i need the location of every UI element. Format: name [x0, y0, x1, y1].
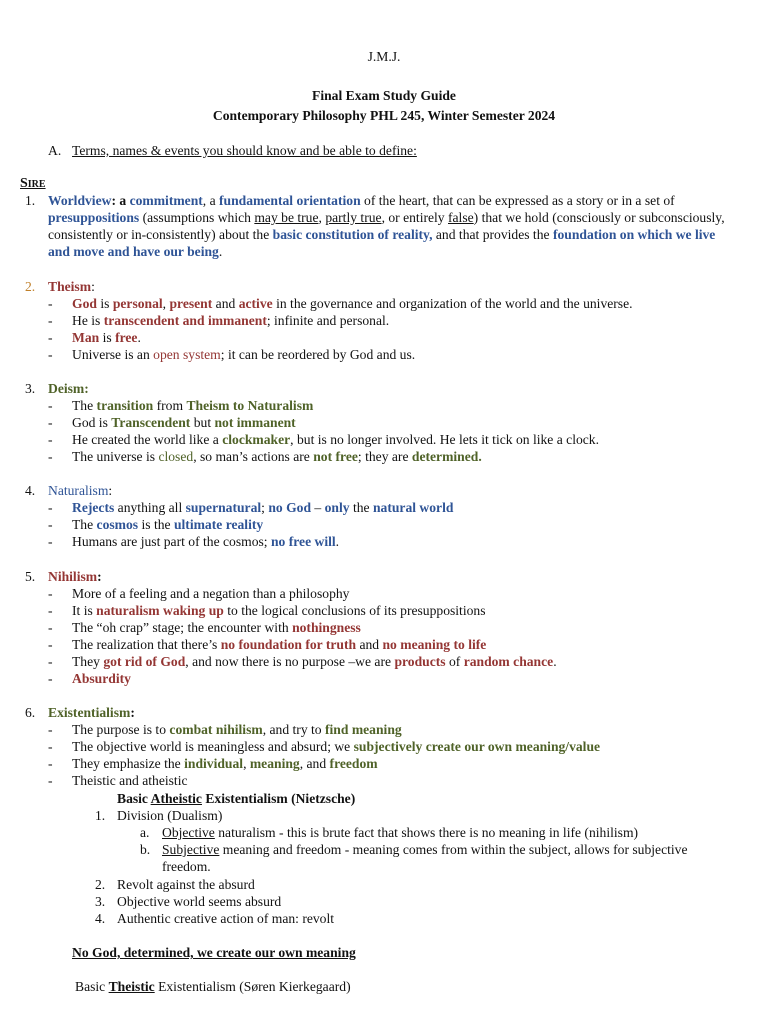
- text-run: the: [349, 500, 373, 515]
- text-run: and: [356, 637, 383, 652]
- text-run: .: [137, 330, 141, 345]
- text-run: -: [48, 432, 53, 447]
- sire-heading: Sire: [20, 176, 46, 191]
- doc-line: [48, 619, 53, 636]
- doc-line: [140, 841, 150, 858]
- text-run: : a: [111, 193, 130, 208]
- doc-line: [48, 380, 89, 397]
- text-run: 4.: [95, 911, 106, 926]
- text-run: subjectively create our own meaning/value: [353, 739, 601, 754]
- text-run: Basic: [75, 979, 109, 994]
- doc-line: [48, 414, 53, 431]
- doc-line: [72, 738, 600, 755]
- doc-line: [48, 448, 53, 465]
- text-run: 3.: [95, 894, 106, 909]
- text-run: 4.: [25, 483, 36, 498]
- doc-line: [72, 721, 402, 738]
- text-run: -: [48, 654, 53, 669]
- text-run: fundamental orientation: [219, 193, 361, 208]
- doc-line: [48, 670, 53, 687]
- doc-line: [48, 533, 53, 550]
- text-run: in the governance and organization of the world and the universe.: [272, 296, 633, 311]
- doc-line: [95, 893, 105, 910]
- text-run: freedom: [329, 756, 378, 771]
- text-run: -: [48, 534, 53, 549]
- text-run: The: [72, 517, 97, 532]
- doc-line: [48, 431, 53, 448]
- text-run: -: [48, 313, 53, 328]
- text-run: Theism to Naturalism: [186, 398, 314, 413]
- text-run: The objective world is meaningless and absurd; we: [72, 739, 354, 754]
- text-run: commitment: [129, 193, 203, 208]
- text-run: personal: [112, 296, 163, 311]
- text-run: , and now there is no purpose –we are: [185, 654, 395, 669]
- text-run: Subjective: [162, 842, 220, 857]
- text-run: 1.: [95, 808, 106, 823]
- text-run: products: [394, 654, 446, 669]
- doc-line: [72, 431, 599, 448]
- doc-line: [25, 278, 35, 295]
- text-run: transcendent and immanent: [103, 313, 267, 328]
- text-run: The realization that there’s: [72, 637, 221, 652]
- doc-line: [117, 876, 255, 893]
- doc-line: [25, 482, 35, 499]
- text-run: -: [48, 296, 53, 311]
- text-run: meaning and freedom - meaning comes from within the subject, allows for subjective: [219, 842, 688, 857]
- text-run: active: [238, 296, 273, 311]
- doc-line: [72, 755, 378, 772]
- text-run: Rejects: [72, 500, 115, 515]
- text-run: Theistic: [108, 979, 155, 994]
- text-run: not immanent: [214, 415, 296, 430]
- doc-line: [25, 192, 35, 209]
- doc-line: [48, 397, 53, 414]
- text-run: and that provides the: [432, 227, 553, 242]
- text-run: anything all: [114, 500, 186, 515]
- text-run: Division (Dualism): [117, 808, 223, 823]
- text-run: The purpose is to: [72, 722, 170, 737]
- doc-line: [95, 910, 105, 927]
- text-run: Worldview: [48, 193, 112, 208]
- doc-line: [117, 790, 355, 807]
- text-run: supernatural: [185, 500, 262, 515]
- doc-line: [48, 738, 53, 755]
- doc-line: [48, 329, 53, 346]
- doc-line: [48, 516, 53, 533]
- text-run: open system: [153, 347, 221, 362]
- text-run: -: [48, 449, 53, 464]
- text-run: ultimate reality: [173, 517, 264, 532]
- text-run: More of a feeling and a negation than a philosophy: [72, 586, 350, 601]
- text-run: combat nihilism: [169, 722, 263, 737]
- text-run: closed: [158, 449, 194, 464]
- text-run: 1.: [25, 193, 36, 208]
- text-run: natural world: [372, 500, 454, 515]
- text-run: He created the world like a: [72, 432, 223, 447]
- doc-line: [72, 636, 486, 653]
- doc-line: [72, 397, 313, 414]
- doc-line: [48, 653, 53, 670]
- doc-line: [48, 482, 112, 499]
- doc-line: [48, 602, 53, 619]
- text-run: -: [48, 347, 53, 362]
- text-run: of: [445, 654, 464, 669]
- text-run: b.: [140, 842, 151, 857]
- text-run: from: [153, 398, 187, 413]
- text-run: -: [48, 722, 53, 737]
- text-run: The “oh crap” stage; the encounter with: [72, 620, 293, 635]
- text-run: to the logical conclusions of its presuppositions: [223, 603, 486, 618]
- text-run: , or entirely: [381, 210, 448, 225]
- doc-line: [117, 893, 281, 910]
- doc-line: [48, 192, 675, 209]
- text-run: .: [335, 534, 340, 549]
- doc-line: [48, 568, 102, 585]
- text-run: -: [48, 603, 53, 618]
- doc-line: [25, 704, 35, 721]
- text-run: -: [48, 330, 53, 345]
- text-run: ,: [162, 296, 170, 311]
- doc-line: [72, 312, 389, 329]
- text-run: , so man’s actions are: [193, 449, 314, 464]
- doc-line: [72, 585, 349, 602]
- page-subtitle: Contemporary Philosophy PHL 245, Winter Semester 2024: [212, 108, 556, 123]
- page-title: Final Exam Study Guide: [312, 88, 456, 103]
- text-run: Absurdity: [72, 671, 131, 686]
- doc-line: [72, 516, 263, 533]
- text-run: It is: [72, 603, 97, 618]
- doc-line: [48, 295, 53, 312]
- doc-line: [72, 499, 453, 516]
- text-run: They: [72, 654, 104, 669]
- text-run: no God: [268, 500, 312, 515]
- section-a-heading: Terms, names & events you should know and be able to define:: [72, 143, 417, 158]
- text-run: present: [169, 296, 213, 311]
- text-run: -: [48, 756, 53, 771]
- doc-line: [72, 295, 633, 312]
- doc-line: [48, 721, 53, 738]
- text-run: meaning: [249, 756, 300, 771]
- text-run: partly true: [325, 210, 382, 225]
- text-run: Authentic creative action of man: revolt: [117, 911, 335, 926]
- doc-line: [48, 209, 725, 226]
- text-run: The universe is: [72, 449, 159, 464]
- text-run: may be true: [254, 210, 319, 225]
- doc-line: [72, 619, 361, 636]
- doc-line: [72, 670, 131, 687]
- section-a-marker: A.: [48, 143, 62, 158]
- doc-line: [48, 346, 53, 363]
- text-run: is the: [138, 517, 174, 532]
- text-run: got rid of God: [103, 654, 186, 669]
- text-run: false: [448, 210, 474, 225]
- text-run: 2.: [25, 279, 36, 294]
- text-run: ; they are: [357, 449, 412, 464]
- text-run: foundation on which we live: [552, 227, 716, 242]
- text-run: -: [48, 500, 53, 515]
- doc-line: [72, 448, 482, 465]
- text-run: but: [190, 415, 215, 430]
- text-run: free: [115, 330, 138, 345]
- text-run: :: [91, 279, 95, 294]
- text-run: Atheistic: [150, 791, 202, 806]
- text-run: Theism: [48, 279, 92, 294]
- doc-line: [72, 944, 356, 961]
- text-run: and move and have our being: [48, 244, 219, 259]
- text-run: ;: [261, 500, 269, 515]
- text-run: of the heart, that can be expressed as a story or in a set of: [360, 193, 675, 208]
- doc-line: [162, 858, 211, 875]
- header-jmj: J.M.J.: [367, 49, 401, 64]
- doc-line: [48, 772, 53, 789]
- text-run: , a: [202, 193, 220, 208]
- text-run: –: [311, 500, 325, 515]
- text-run: basic constitution of reality,: [272, 227, 433, 242]
- text-run: -: [48, 620, 53, 635]
- text-run: -: [48, 637, 53, 652]
- text-run: no free will: [270, 534, 336, 549]
- doc-line: [48, 312, 53, 329]
- text-run: determined.: [411, 449, 482, 464]
- text-run: transition: [96, 398, 154, 413]
- doc-line: [48, 499, 53, 516]
- text-run: (assumptions which: [139, 210, 255, 225]
- text-run: He is: [72, 313, 104, 328]
- text-run: naturalism - this is brute fact that shows there is no meaning in life (nihilism): [214, 825, 639, 840]
- text-run: -: [48, 586, 53, 601]
- text-run: no foundation for truth: [220, 637, 357, 652]
- doc-line: [48, 278, 95, 295]
- text-run: naturalism waking up: [96, 603, 224, 618]
- doc-line: [72, 772, 188, 789]
- text-run: consistently or in-consistently) about the: [48, 227, 273, 242]
- text-run: God: [72, 296, 97, 311]
- text-run: :: [130, 705, 135, 720]
- text-run: a.: [140, 825, 150, 840]
- text-run: -: [48, 773, 53, 788]
- text-run: Nihilism: [48, 569, 98, 584]
- text-run: -: [48, 398, 53, 413]
- text-run: The: [72, 398, 97, 413]
- text-run: ) that we hold (consciously or subconsciously,: [473, 210, 725, 225]
- doc-line: [25, 380, 35, 397]
- text-run: God is: [72, 415, 112, 430]
- text-run: ; infinite and personal.: [266, 313, 390, 328]
- text-run: Universe is an: [72, 347, 154, 362]
- text-run: Man: [72, 330, 100, 345]
- text-run: Naturalism: [48, 483, 109, 498]
- text-run: Deism:: [48, 381, 89, 396]
- text-run: ; it can be reordered by God and us.: [220, 347, 416, 362]
- text-run: individual: [184, 756, 244, 771]
- text-run: No God, determined, we create our own meaning: [72, 945, 356, 960]
- text-run: -: [48, 415, 53, 430]
- text-run: -: [48, 739, 53, 754]
- text-run: is: [96, 296, 113, 311]
- text-run: 5.: [25, 569, 36, 584]
- text-run: no meaning to life: [382, 637, 487, 652]
- text-run: :: [97, 569, 102, 584]
- text-run: is: [99, 330, 116, 345]
- text-run: random chance: [463, 654, 554, 669]
- text-run: 2.: [95, 877, 106, 892]
- text-run: find meaning: [325, 722, 402, 737]
- text-run: -: [48, 671, 53, 686]
- text-run: not free: [313, 449, 358, 464]
- doc-line: [48, 585, 53, 602]
- doc-line: [95, 807, 105, 824]
- text-run: freedom.: [162, 859, 211, 874]
- text-run: They emphasize the: [72, 756, 185, 771]
- text-run: only: [324, 500, 350, 515]
- doc-line: [48, 243, 222, 260]
- text-run: ,: [243, 756, 250, 771]
- doc-line: [162, 841, 688, 858]
- doc-line: [48, 755, 53, 772]
- text-run: , and: [299, 756, 330, 771]
- text-run: , but is no longer involved. He lets it tick on like a clock.: [290, 432, 599, 447]
- text-run: , and try to: [262, 722, 325, 737]
- text-run: presuppositions: [48, 210, 140, 225]
- text-run: :: [108, 483, 113, 498]
- doc-line: [72, 346, 415, 363]
- text-run: .: [553, 654, 557, 669]
- doc-line: [72, 533, 339, 550]
- doc-line: [72, 653, 557, 670]
- text-run: 6.: [25, 705, 36, 720]
- text-run: Objective world seems absurd: [117, 894, 282, 909]
- doc-line: [162, 824, 638, 841]
- doc-line: [72, 414, 296, 431]
- doc-line: [75, 978, 351, 995]
- text-run: Objective: [162, 825, 215, 840]
- doc-line: [48, 636, 53, 653]
- doc-line: [140, 824, 149, 841]
- text-run: and: [212, 296, 239, 311]
- doc-line: [117, 807, 222, 824]
- text-run: Transcendent: [111, 415, 191, 430]
- doc-line: [117, 910, 334, 927]
- text-run: cosmos: [96, 517, 139, 532]
- text-run: Existentialism: [48, 705, 131, 720]
- text-run: clockmaker: [222, 432, 291, 447]
- doc-line: [25, 568, 35, 585]
- doc-line: [72, 329, 141, 346]
- doc-line: [48, 704, 135, 721]
- text-run: 3.: [25, 381, 36, 396]
- text-run: Theistic and atheistic: [72, 773, 188, 788]
- doc-line: [72, 602, 486, 619]
- text-run: ,: [318, 210, 326, 225]
- text-run: Humans are just part of the cosmos;: [72, 534, 271, 549]
- doc-line: [95, 876, 105, 893]
- text-run: Existentialism (Nietzsche): [201, 791, 356, 806]
- text-run: -: [48, 517, 53, 532]
- text-run: Basic: [117, 791, 151, 806]
- text-run: Existentialism (Søren Kierkegaard): [154, 979, 351, 994]
- doc-line: [48, 226, 715, 243]
- text-run: Revolt against the absurd: [117, 877, 255, 892]
- text-run: .: [218, 244, 223, 259]
- text-run: nothingness: [292, 620, 361, 635]
